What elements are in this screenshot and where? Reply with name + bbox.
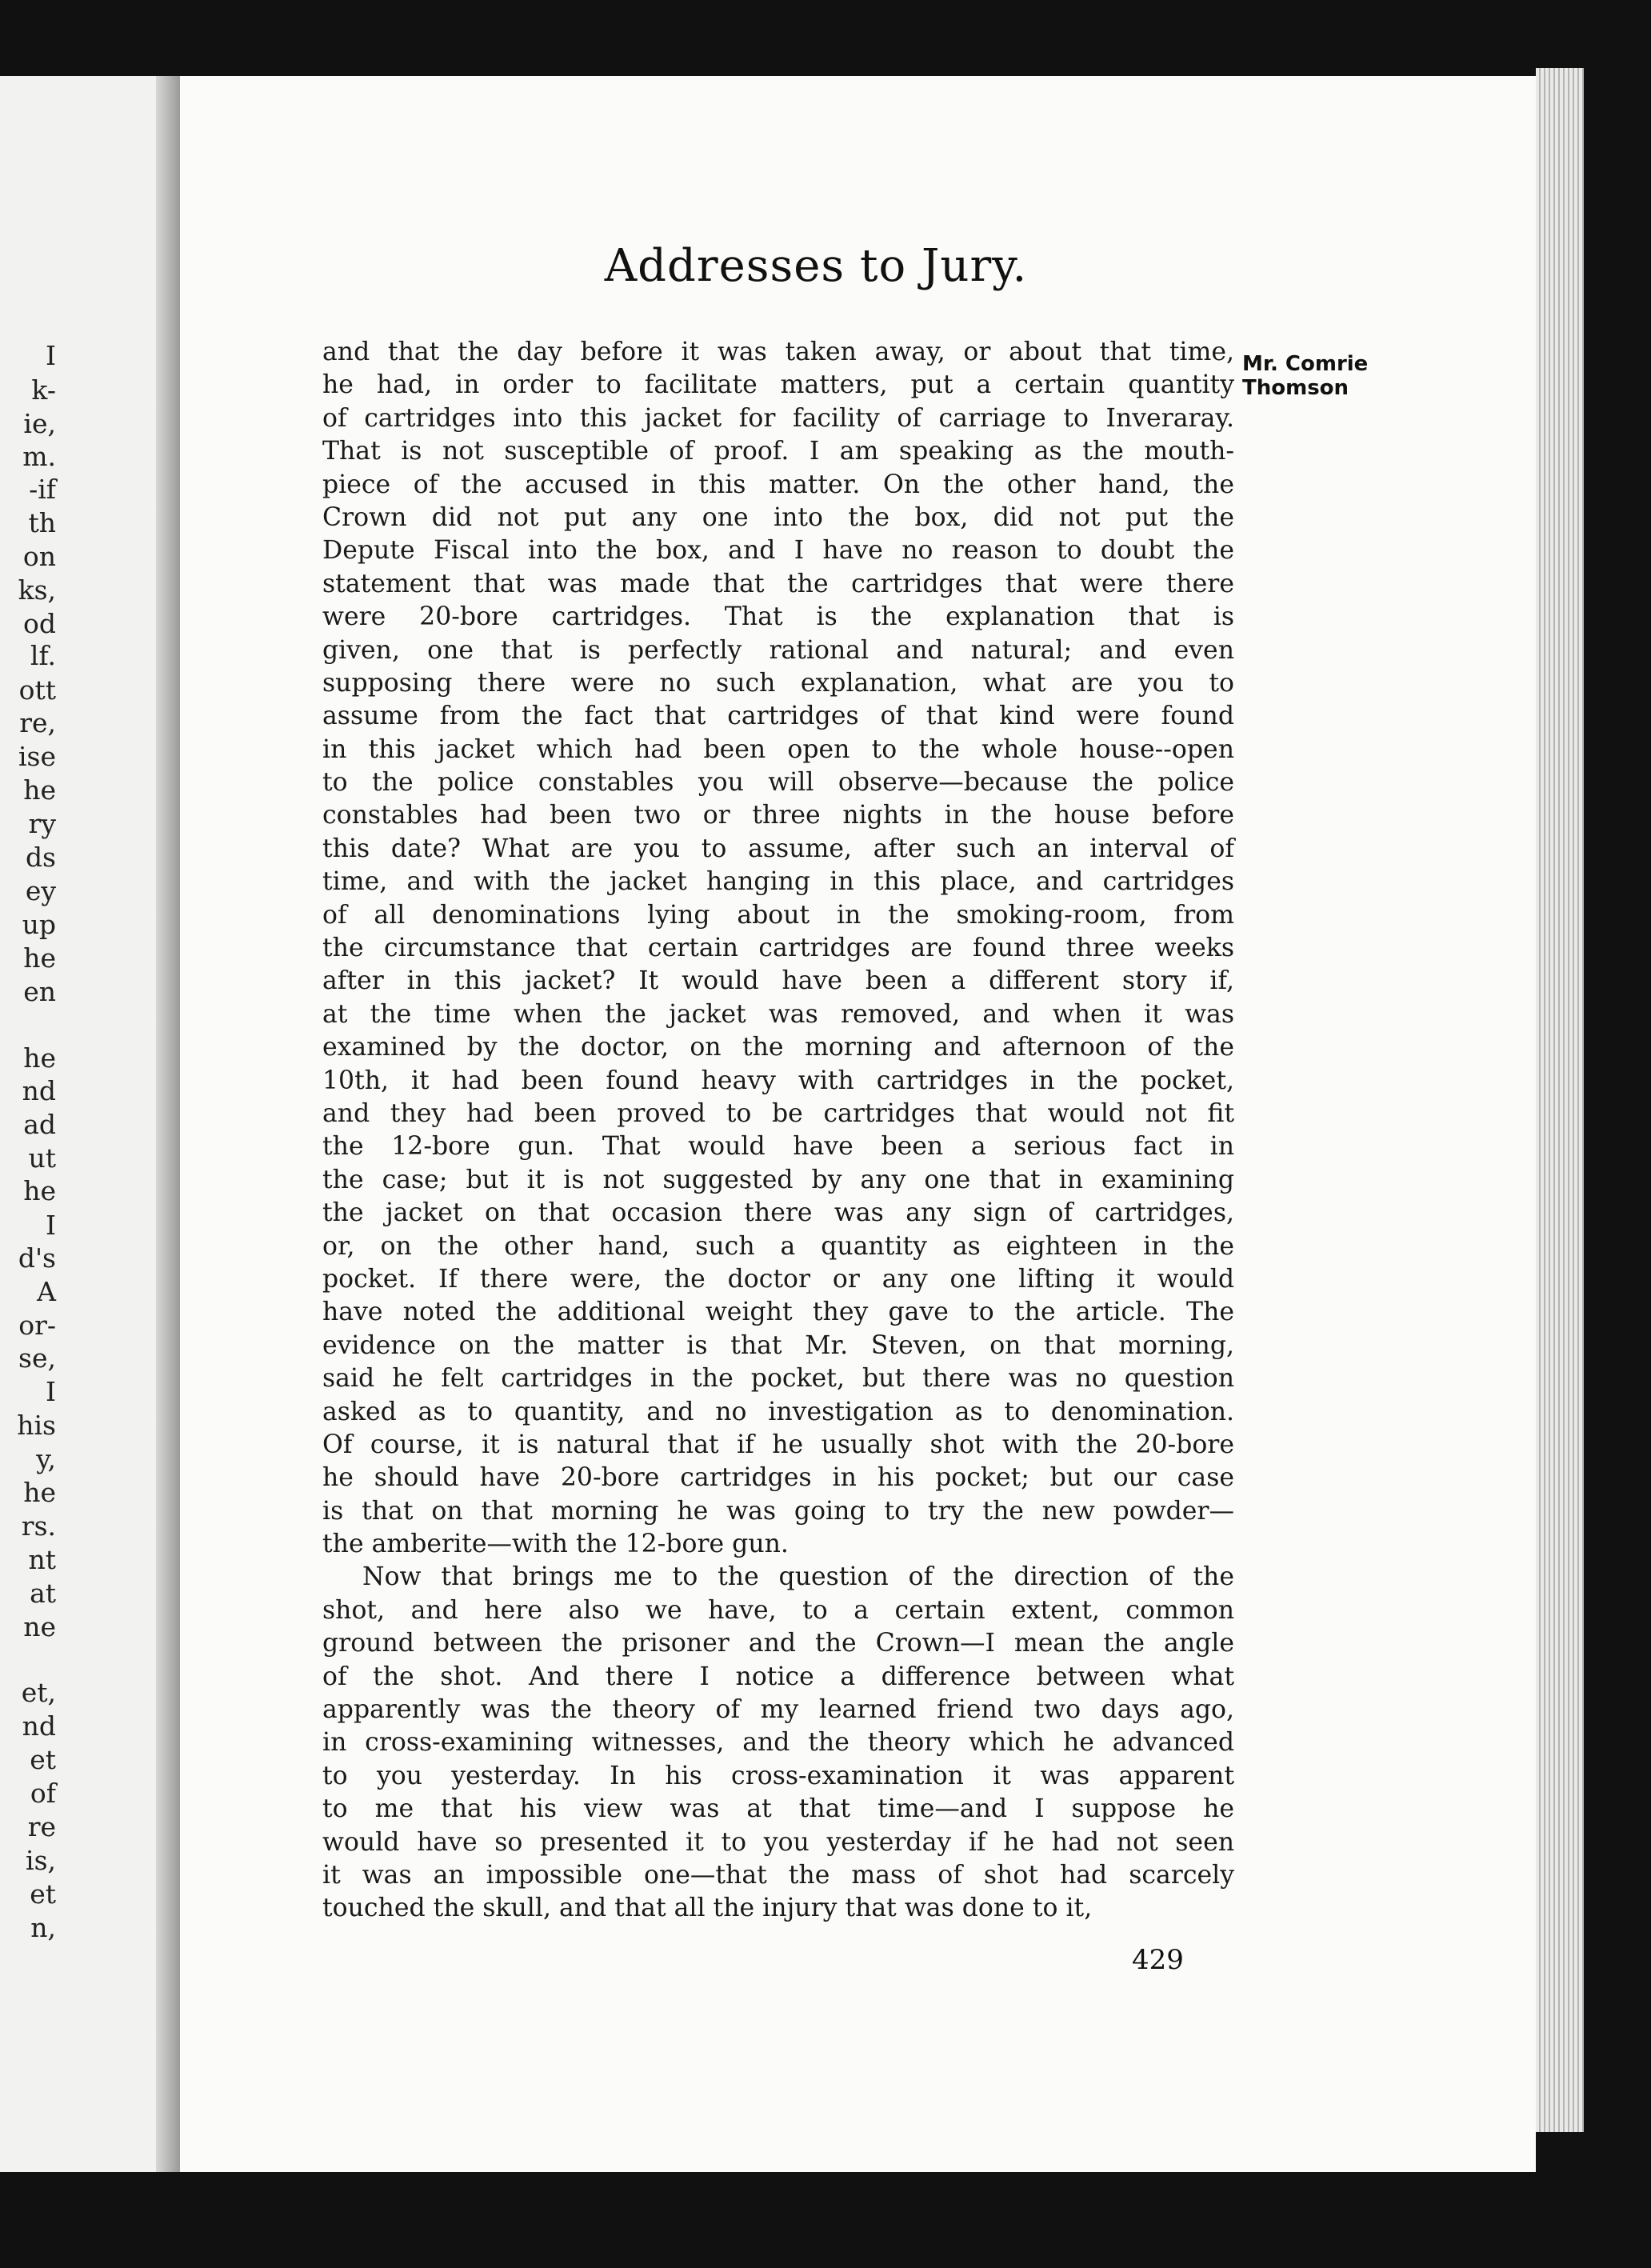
running-header: Addresses to Jury. xyxy=(604,240,1028,292)
text-line: have noted the additional weight they gave to the article. The xyxy=(322,1298,1234,1327)
left-page-fragment: k- xyxy=(31,374,56,406)
text-line: Of course, it is natural that if he usually shot with the 20-bore xyxy=(322,1430,1234,1459)
text-line: Crown did not put any one into the box, did not put the xyxy=(322,502,1234,532)
book-gutter xyxy=(156,76,180,2172)
text-line: apparently was the theory of my learned friend two days ago, xyxy=(322,1695,1234,1725)
left-page-fragment: ne xyxy=(23,1611,56,1642)
text-line: this date? What are you to assume, after such an interval of xyxy=(322,834,1234,863)
text-line: the case; but it is not suggested by any one that in examining xyxy=(322,1165,1234,1194)
left-page-fragment: I xyxy=(45,340,56,371)
text-line: statement that was made that the cartridges that were there xyxy=(322,569,1234,598)
text-line: in cross-examining witnesses, and the theory which he advanced xyxy=(322,1728,1234,1758)
left-page-fragment: he xyxy=(23,942,56,974)
text-line: supposing there were no such explanation, what are you to xyxy=(322,668,1234,698)
text-line: the 12-bore gun. That would have been a serious fact in xyxy=(322,1132,1234,1162)
text-line: to me that his view was at that time—and I suppose he xyxy=(322,1794,1234,1824)
left-page-fragment: n, xyxy=(30,1912,56,1943)
left-page-fragment: ott xyxy=(18,674,56,706)
left-page-fragment: y, xyxy=(36,1443,56,1474)
left-page-fragment: et xyxy=(30,1878,56,1910)
left-page-fragment: re xyxy=(27,1811,56,1842)
left-page-fragment: rs. xyxy=(21,1510,56,1542)
left-page-fragment: he xyxy=(23,1042,56,1074)
page-number: 429 xyxy=(1132,1944,1184,1976)
text-line: or, on the other hand, such a quantity as eighteen in the xyxy=(322,1231,1234,1261)
text-line: shot, and here also we have, to a certain extent, common xyxy=(322,1595,1234,1625)
left-page-fragment: nd xyxy=(22,1075,56,1106)
left-page-fragment: he xyxy=(23,1477,56,1508)
left-page-fragment: m. xyxy=(22,441,56,472)
text-line: he had, in order to facilitate matters, put a certain quantity xyxy=(322,370,1234,400)
text-line: given, one that is perfectly rational and natural; and even xyxy=(322,635,1234,665)
text-line: Depute Fiscal into the box, and I have no reason to doubt the xyxy=(322,536,1234,566)
text-line: to you yesterday. In his cross-examination it was apparent xyxy=(322,1761,1234,1790)
text-line: it was an impossible one—that the mass of shot had scarcely xyxy=(322,1860,1234,1890)
left-page-fragment: re, xyxy=(19,707,56,738)
text-line: touched the skull, and that all the injury that was done to it, xyxy=(322,1894,1093,1923)
left-page-fragment: he xyxy=(23,774,56,806)
text-line: is that on that morning he was going to try the new powder— xyxy=(322,1496,1234,1526)
text-line: of cartridges into this jacket for facility of carriage to Inveraray. xyxy=(322,403,1234,433)
left-page-fragment: I xyxy=(45,1210,56,1241)
text-line: 10th, it had been found heavy with cartridges in the pocket, xyxy=(322,1066,1234,1095)
left-page-fragment: ds xyxy=(25,842,56,873)
left-page-fragment: of xyxy=(30,1778,56,1809)
text-line: time, and with the jacket hanging in this place, and cartridges xyxy=(322,867,1234,897)
left-page-fragment: ks, xyxy=(18,574,56,606)
text-line: of the shot. And there I notice a difference between what xyxy=(322,1662,1234,1691)
left-page-fragment: I xyxy=(45,1376,56,1407)
left-page-fragment: ey xyxy=(25,875,56,906)
body-text xyxy=(322,336,1234,1926)
left-page-fragment: nd xyxy=(22,1710,56,1742)
left-page-fragment: nt xyxy=(28,1544,56,1575)
text-line: and they had been proved to be cartridges that would not fit xyxy=(322,1098,1234,1128)
text-line: said he felt cartridges in the pocket, but there was no question xyxy=(322,1364,1234,1394)
text-line: the amberite—with the 12-bore gun. xyxy=(322,1530,789,1559)
left-page-fragment: ise xyxy=(18,741,56,772)
text-line: after in this jacket? It would have been a different story if, xyxy=(322,966,1234,996)
left-page-fragment: se, xyxy=(18,1342,56,1374)
margin-note-line: Thomson xyxy=(1242,376,1349,400)
text-line: in this jacket which had been open to the whole house--open xyxy=(322,734,1234,764)
page-edges xyxy=(1536,68,1584,2132)
left-page-fragment: he xyxy=(23,1175,56,1206)
text-line: assume from the fact that cartridges of that kind were found xyxy=(322,702,1234,731)
text-line: were 20-bore cartridges. That is the explanation that is xyxy=(322,602,1234,632)
text-line: constables had been two or three nights in the house before xyxy=(322,801,1234,830)
margin-note-line: Mr. Comrie xyxy=(1242,352,1369,376)
text-line: piece of the accused in this matter. On the other hand, the xyxy=(322,470,1234,499)
text-line: and that the day before it was taken away, or about that time, xyxy=(322,338,1234,366)
left-page-fragment: at xyxy=(30,1578,56,1609)
left-page-fragment: -if xyxy=(29,474,56,505)
text-line: examined by the doctor, on the morning and afternoon of the xyxy=(322,1033,1234,1062)
text-line: That is not susceptible of proof. I am speaking as the mouth- xyxy=(322,437,1234,466)
text-line: of all denominations lying about in the smoking-room, from xyxy=(322,900,1234,930)
left-page-fragment: or- xyxy=(18,1310,56,1341)
left-page-fragment: od xyxy=(23,608,56,639)
left-page-fragment: A xyxy=(37,1276,56,1307)
text-line: ground between the prisoner and the Crown—I mean the angle xyxy=(322,1629,1234,1658)
left-page-fragment: ut xyxy=(28,1142,56,1174)
left-page-fragment: ad xyxy=(23,1109,56,1140)
text-line: evidence on the matter is that Mr. Steven, on that morning, xyxy=(322,1330,1234,1360)
left-page-fragment: ie, xyxy=(23,408,56,439)
left-page-fragment: th xyxy=(28,507,56,538)
left-page-fragment: up xyxy=(22,909,56,940)
left-page-fragment: on xyxy=(22,541,56,572)
left-page-fragment: et, xyxy=(21,1677,56,1708)
left-page-fragment: is, xyxy=(26,1845,56,1876)
left-page-fragment: d's xyxy=(18,1242,56,1274)
text-line: he should have 20-bore cartridges in his pocket; but our case xyxy=(322,1463,1234,1493)
text-line: the circumstance that certain cartridges are found three weeks xyxy=(322,934,1234,963)
left-page-fragment: lf. xyxy=(30,640,56,671)
left-page-fragment: ry xyxy=(28,808,56,839)
left-page xyxy=(0,76,172,2172)
left-page-fragment: his xyxy=(17,1410,56,1441)
text-line: asked as to quantity, and no investigation as to denomination. xyxy=(322,1397,1234,1426)
text-line: Now that brings me to the question of the direction of the xyxy=(362,1562,1234,1592)
left-page-fragment: et xyxy=(30,1744,56,1775)
text-line: pocket. If there were, the doctor or any one lifting it would xyxy=(322,1264,1234,1294)
margin-note xyxy=(1242,352,1402,400)
text-line: to the police constables you will observe—because the police xyxy=(322,768,1234,798)
text-line: at the time when the jacket was removed, and when it was xyxy=(322,999,1234,1029)
text-line: would have so presented it to you yesterday if he had not seen xyxy=(322,1827,1234,1857)
text-line: the jacket on that occasion there was any sign of cartridges, xyxy=(322,1198,1234,1228)
left-page-fragment: en xyxy=(23,976,56,1007)
